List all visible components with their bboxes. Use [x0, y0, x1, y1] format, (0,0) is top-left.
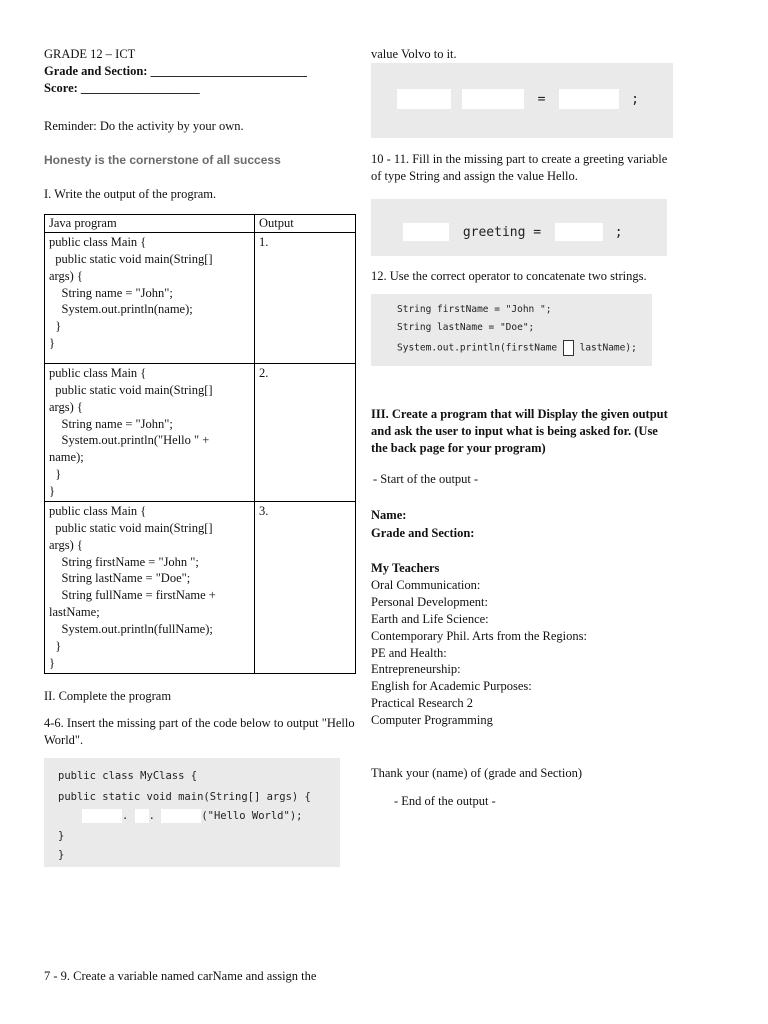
reminder-text: Reminder: Do the activity by your own. — [44, 119, 244, 133]
list-item: Computer Programming — [371, 713, 493, 727]
score-line[interactable]: Score: ___________________ — [44, 80, 200, 95]
code-block-12 — [371, 294, 652, 366]
list-item: Personal Development: — [371, 594, 488, 609]
part3-title: III. Create a program that will Display the given output and ask the user to input what is being asked for. (Use the back page for your program) — [371, 407, 668, 455]
table-row — [45, 232, 356, 363]
program-cell — [45, 363, 255, 501]
output-cell-3[interactable]: 3. — [255, 501, 356, 673]
grade-section-line[interactable]: Grade and Section: _________________________ — [44, 63, 307, 78]
list-item: Contemporary Phil. Arts from the Regions: — [371, 628, 587, 643]
code-line-blanks: = ; — [397, 89, 639, 109]
part2-title: II. Complete the program — [44, 689, 172, 703]
code-line-blank: System.out.println(firstName lastName); — [397, 340, 637, 356]
code-line: String firstName = "John "; — [397, 304, 552, 315]
col-output: Output — [255, 215, 356, 233]
output-cell-2[interactable]: 2. — [255, 363, 356, 501]
question-10-11: 10 - 11. Fill in the missing part to create a greeting variable of type String and assign the value Hello. — [371, 152, 668, 183]
code-lines-3: public class Main { public static void main(String[] args) { String firstName = "John "; String lastName = "Doe"; String fullName = firstName + lastName; System.out.println(fullName); } } — [49, 503, 216, 670]
list-item: Practical Research 2 — [371, 696, 474, 711]
code-lines-2: public class Main { public static void main(String[] args) { String name = "John"; System.out.println("Hello " + name); } } — [49, 365, 213, 498]
list-item: English for Academic Purposes: — [371, 679, 532, 694]
output-grade-section-label: Grade and Section: — [371, 526, 475, 540]
col-java-program: Java program — [45, 215, 255, 233]
table-row — [45, 501, 356, 673]
header-block — [44, 46, 354, 97]
question-7-9: 7 - 9. Create a variable named carName and assign the — [44, 969, 317, 983]
output-cell-1[interactable]: 1. — [255, 232, 356, 363]
code-block-10-11 — [371, 199, 667, 256]
blank-input-11[interactable] — [555, 223, 603, 241]
thanks-line: Thank your (name) of (grade and Section) — [371, 766, 583, 780]
code-line-blanks: . . ("Hello World"); — [82, 809, 302, 823]
blank-input-9[interactable] — [559, 89, 619, 109]
code-line: public static void main(String[] args) { — [58, 791, 311, 803]
end-of-output: - End of the output - — [394, 794, 496, 808]
blank-operator-input[interactable] — [563, 340, 574, 356]
part1-title: I. Write the output of the program. — [44, 187, 217, 201]
list-item: Oral Communication: — [371, 578, 481, 592]
question-4-6: 4-6. Insert the missing part of the code below to output "Hello World". — [44, 716, 355, 747]
program-cell — [45, 232, 255, 363]
blank-input-8[interactable] — [462, 89, 524, 109]
list-item: Earth and Life Science: — [371, 611, 489, 626]
list-item: PE and Health: — [371, 645, 447, 660]
program-cell — [45, 501, 255, 673]
code-line: public class MyClass { — [58, 770, 198, 782]
code-block-7-9 — [371, 63, 673, 138]
output-name-label: Name: — [371, 508, 407, 522]
start-of-output: - Start of the output - — [373, 472, 479, 486]
code-block-4-6 — [44, 758, 340, 867]
subject-list — [371, 577, 587, 729]
output-table — [44, 214, 356, 674]
question-7-9-continued: value Volvo to it. — [371, 47, 457, 61]
code-lines-1: public class Main { public static void main(String[] args) { String name = "John"; System.out.println(name); } } — [49, 234, 213, 351]
blank-input-4[interactable] — [82, 809, 122, 823]
my-teachers-heading: My Teachers — [371, 561, 440, 575]
blank-input-6[interactable] — [161, 809, 201, 823]
code-line: String lastName = "Doe"; — [397, 322, 535, 333]
table-row — [45, 363, 356, 501]
blank-input-5[interactable] — [135, 809, 149, 823]
question-12: 12. Use the correct operator to concatenate two strings. — [371, 269, 647, 283]
code-line-blanks: greeting = ; — [403, 223, 623, 241]
motto-text: Honesty is the cornerstone of all success — [44, 153, 281, 167]
code-line: } — [58, 830, 65, 842]
table-header-row — [45, 215, 356, 233]
blank-input-10[interactable] — [403, 223, 449, 241]
course-title: GRADE 12 – ICT — [44, 47, 136, 61]
code-line: } — [58, 849, 65, 861]
list-item: Entrepreneurship: — [371, 662, 461, 677]
blank-input-7[interactable] — [397, 89, 451, 109]
